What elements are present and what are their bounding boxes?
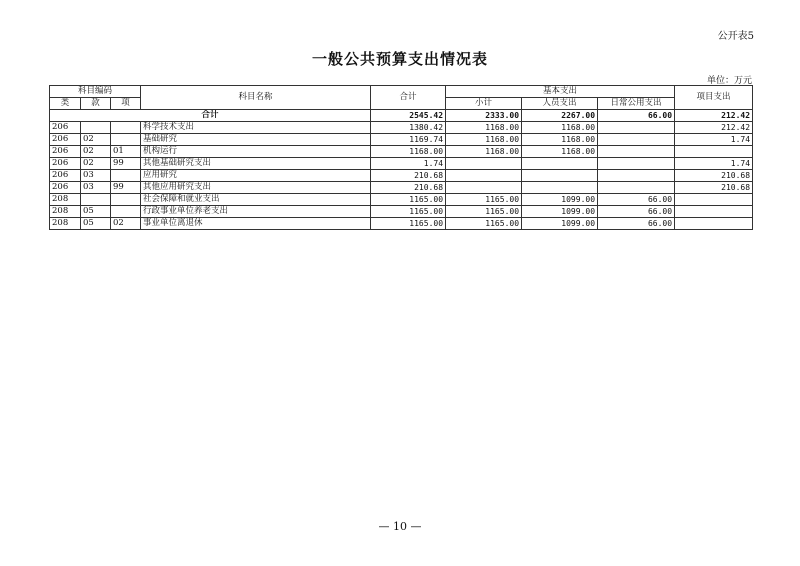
budget-table [49, 85, 753, 230]
cell-project: 210.68 [675, 170, 753, 182]
cell-subtotal [446, 170, 522, 182]
header-basic-group: 基本支出 [446, 86, 675, 98]
cell-subtotal: 1165.00 [446, 206, 522, 218]
table-row [50, 134, 753, 146]
cell-xiang: 99 [111, 158, 141, 170]
table-number-tag: 公开表5 [717, 31, 754, 42]
cell-subtotal: 1165.00 [446, 194, 522, 206]
cell-name: 其他应用研究支出 [141, 182, 371, 194]
cell-subtotal [446, 182, 522, 194]
cell-subtotal: 1168.00 [446, 134, 522, 146]
cell-kuan: 02 [81, 146, 111, 158]
cell-lei: 206 [50, 170, 81, 182]
total-subtotal-cell: 2333.00 [446, 110, 522, 122]
cell-name: 基础研究 [141, 134, 371, 146]
cell-kuan: 02 [81, 134, 111, 146]
cell-public [598, 146, 675, 158]
cell-personnel: 1168.00 [522, 146, 598, 158]
cell-personnel: 1099.00 [522, 218, 598, 230]
cell-kuan: 02 [81, 158, 111, 170]
header-kuan: 款 [81, 98, 111, 110]
cell-name: 行政事业单位养老支出 [141, 206, 371, 218]
cell-name: 事业单位离退休 [141, 218, 371, 230]
table-row [50, 194, 753, 206]
cell-project [675, 146, 753, 158]
table-row [50, 206, 753, 218]
cell-kuan: 05 [81, 206, 111, 218]
cell-subtotal [446, 158, 522, 170]
cell-kuan: 05 [81, 218, 111, 230]
cell-xiang [111, 194, 141, 206]
cell-lei: 208 [50, 206, 81, 218]
cell-lei: 206 [50, 122, 81, 134]
cell-lei: 206 [50, 134, 81, 146]
cell-personnel [522, 182, 598, 194]
cell-lei: 208 [50, 218, 81, 230]
cell-total: 1169.74 [371, 134, 446, 146]
unit-label: 单位：万元 [706, 76, 752, 86]
total-label: 合计 [50, 110, 371, 122]
page-number: — 10 — [378, 520, 422, 533]
header-project: 项目支出 [675, 86, 753, 110]
table-row [50, 218, 753, 230]
cell-kuan: 03 [81, 182, 111, 194]
cell-total: 1.74 [371, 158, 446, 170]
cell-total: 1168.00 [371, 146, 446, 158]
cell-public [598, 122, 675, 134]
cell-project: 210.68 [675, 182, 753, 194]
total-project-cell: 212.42 [675, 110, 753, 122]
header-lei: 类 [50, 98, 81, 110]
cell-personnel [522, 170, 598, 182]
cell-project: 1.74 [675, 158, 753, 170]
cell-personnel [522, 158, 598, 170]
cell-total: 210.68 [371, 182, 446, 194]
cell-project: 212.42 [675, 122, 753, 134]
cell-total: 1165.00 [371, 194, 446, 206]
cell-total: 1165.00 [371, 218, 446, 230]
cell-kuan: 03 [81, 170, 111, 182]
table-row [50, 146, 753, 158]
header-public: 日常公用支出 [598, 98, 675, 110]
cell-public [598, 134, 675, 146]
table-row [50, 182, 753, 194]
cell-public: 66.00 [598, 218, 675, 230]
cell-public: 66.00 [598, 206, 675, 218]
cell-kuan [81, 122, 111, 134]
table-row [50, 170, 753, 182]
cell-project [675, 206, 753, 218]
cell-subtotal: 1168.00 [446, 122, 522, 134]
cell-public [598, 170, 675, 182]
cell-lei: 206 [50, 146, 81, 158]
cell-project [675, 218, 753, 230]
cell-xiang [111, 122, 141, 134]
page-title: 一般公共预算支出情况表 [311, 50, 488, 68]
cell-total: 210.68 [371, 170, 446, 182]
total-cell: 2545.42 [371, 110, 446, 122]
header-name: 科目名称 [141, 86, 371, 110]
total-row [50, 110, 753, 122]
cell-total: 1380.42 [371, 122, 446, 134]
cell-subtotal: 1165.00 [446, 218, 522, 230]
cell-xiang [111, 134, 141, 146]
cell-public [598, 182, 675, 194]
cell-name: 科学技术支出 [141, 122, 371, 134]
header-code-group: 科目编码 [50, 86, 141, 98]
header-total: 合计 [371, 86, 446, 110]
cell-xiang [111, 170, 141, 182]
cell-lei: 206 [50, 158, 81, 170]
cell-name: 机构运行 [141, 146, 371, 158]
cell-xiang: 99 [111, 182, 141, 194]
cell-project [675, 194, 753, 206]
total-public-cell: 66.00 [598, 110, 675, 122]
header-xiang: 项 [111, 98, 141, 110]
table-row [50, 158, 753, 170]
cell-public [598, 158, 675, 170]
cell-xiang: 01 [111, 146, 141, 158]
cell-personnel: 1168.00 [522, 122, 598, 134]
cell-personnel: 1099.00 [522, 206, 598, 218]
cell-name: 应用研究 [141, 170, 371, 182]
header-subtotal: 小计 [446, 98, 522, 110]
cell-total: 1165.00 [371, 206, 446, 218]
cell-name: 社会保障和就业支出 [141, 194, 371, 206]
header-personnel: 人员支出 [522, 98, 598, 110]
cell-personnel: 1099.00 [522, 194, 598, 206]
total-personnel-cell: 2267.00 [522, 110, 598, 122]
cell-xiang [111, 206, 141, 218]
cell-name: 其他基础研究支出 [141, 158, 371, 170]
cell-lei: 208 [50, 194, 81, 206]
cell-subtotal: 1168.00 [446, 146, 522, 158]
cell-lei: 206 [50, 182, 81, 194]
cell-public: 66.00 [598, 194, 675, 206]
cell-kuan [81, 194, 111, 206]
table-row [50, 122, 753, 134]
cell-xiang: 02 [111, 218, 141, 230]
cell-personnel: 1168.00 [522, 134, 598, 146]
cell-project: 1.74 [675, 134, 753, 146]
